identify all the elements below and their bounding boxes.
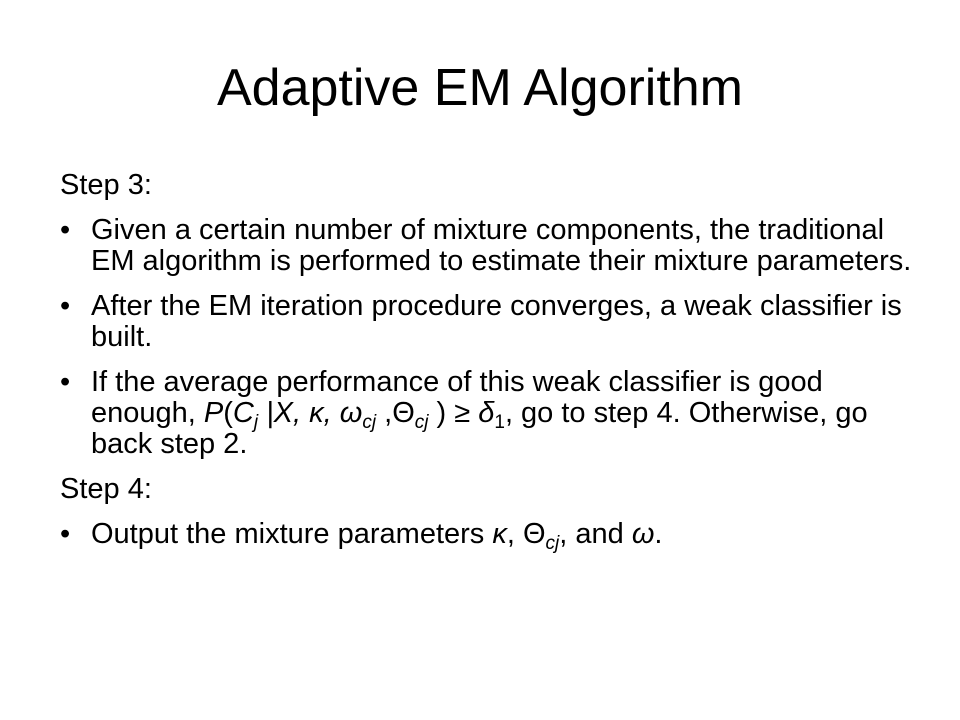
bullet-item — [60, 367, 920, 460]
bullet-text — [91, 518, 663, 554]
output-omega: ω — [631, 518, 655, 550]
bullet-dot: • — [60, 214, 71, 246]
bullet-dot: • — [60, 290, 71, 322]
expr-comma-theta: ,Θ — [376, 397, 415, 429]
output-kappa: κ — [492, 518, 507, 550]
expr-c: C — [232, 397, 254, 429]
bullet-text — [91, 366, 868, 460]
expr-given: |X, κ, ω — [258, 397, 363, 429]
bullet-text: After the EM iteration procedure converges, a weak classifier is built. — [91, 290, 902, 353]
condition-intro: If the average performance of this weak classifier is good enough, — [91, 366, 823, 429]
expr-open: ( — [223, 397, 233, 429]
bullet-text: Given a certain number of mixture components, the traditional EM algorithm is performed to estimate their mixture parameters. — [91, 214, 912, 277]
condition-outro: , go to step 4. Otherwise, go back step 2. — [91, 397, 868, 460]
slide-body — [60, 170, 920, 564]
expr-c-sub: j — [253, 412, 259, 433]
expr-omega-sub: cj — [362, 412, 377, 433]
bullet-dot: • — [60, 518, 71, 550]
bullet-item — [60, 518, 920, 554]
step-3-label: Step 3: — [60, 169, 152, 201]
expr-p: P — [203, 397, 224, 429]
slide-title: Adaptive EM Algorithm — [216, 59, 744, 117]
expr-theta-sub: cj — [414, 412, 429, 433]
output-theta-sub: cj — [545, 533, 560, 554]
expr-delta: δ — [478, 397, 495, 429]
output-and: , and — [559, 518, 632, 550]
output-intro: Output the mixture parameters — [91, 518, 493, 550]
output-theta: , Θ — [506, 518, 546, 550]
output-end: . — [654, 518, 663, 550]
step-4-label: Step 4: — [60, 473, 152, 505]
expr-delta-sub: 1 — [494, 412, 505, 433]
expr-close: ) ≥ — [428, 397, 479, 429]
bullet-item — [60, 215, 920, 277]
bullet-item — [60, 291, 920, 353]
bullet-dot: • — [60, 366, 71, 398]
